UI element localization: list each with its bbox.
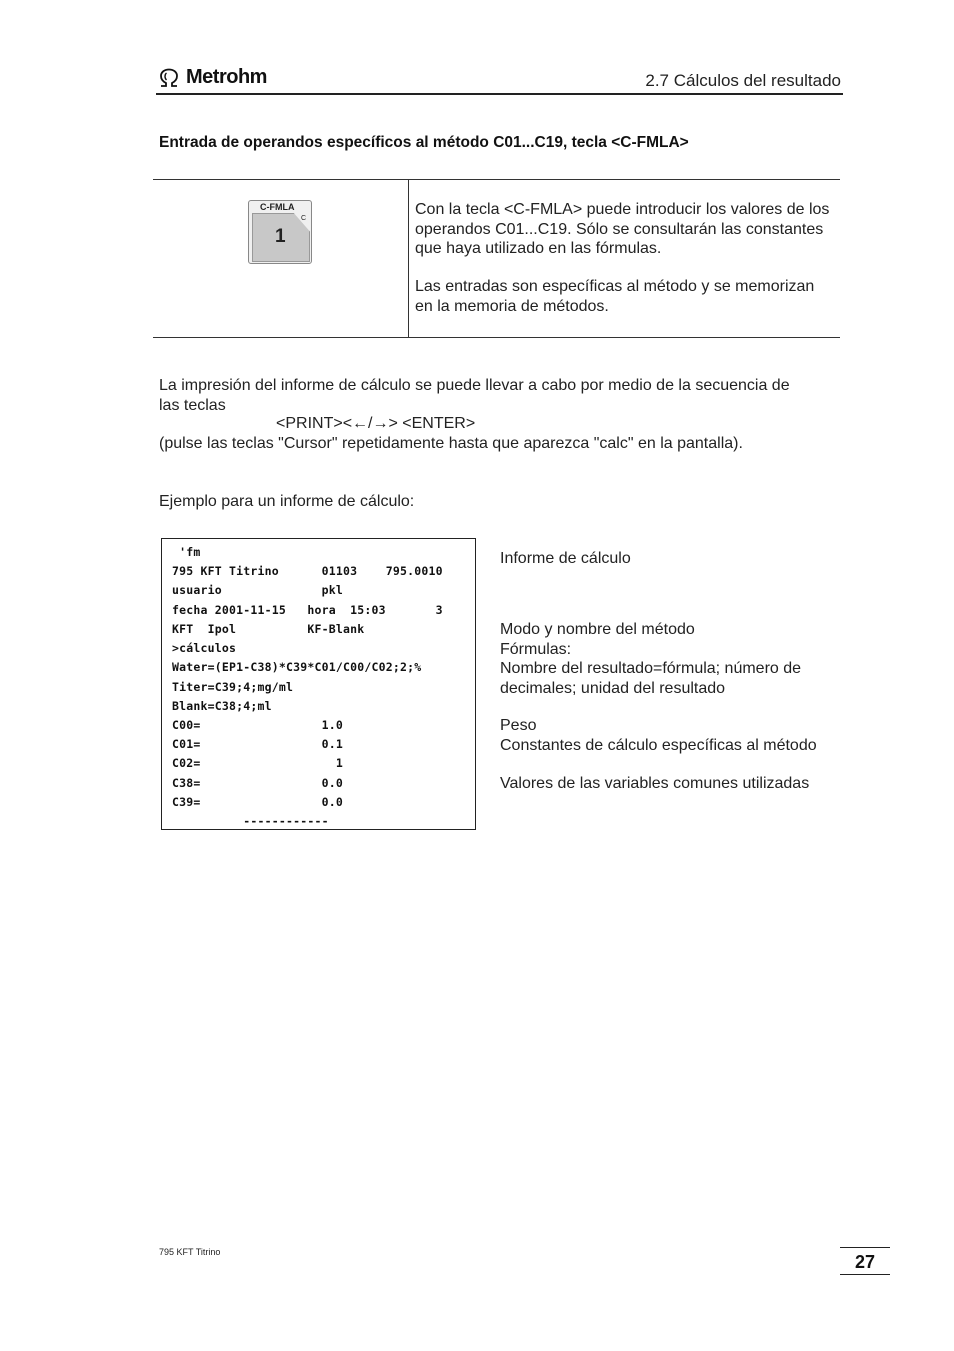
key-description-1: Con la tecla <C-FMLA> puede introducir los valores de los operandos C01...C19. Sólo se consultarán las constantes que haya utilizado en las fórmulas. (415, 201, 830, 257)
footer-product: 795 KFT Titrino (159, 1247, 221, 1257)
key-description-2: Las entradas son específicas al método y se memorizan en la memoria de métodos. (415, 278, 815, 315)
page-number-box (840, 1247, 890, 1275)
printout-line: Blank=C38;4;ml (172, 699, 272, 713)
logo-text: Metrohm (186, 66, 267, 88)
printout-line: 795 KFT Titrino 01103 795.0010 (172, 564, 443, 578)
key-sequence: <PRINT><←/→> <ENTER> (276, 415, 476, 432)
printout-line: fecha 2001-11-15 hora 15:03 3 (172, 603, 443, 617)
c-fmla-key-icon (248, 200, 312, 264)
printout-line: ------------ (172, 814, 329, 828)
section-title: 2.7 Cálculos del resultado (645, 71, 841, 90)
header-divider (156, 93, 843, 95)
body-line-1: La impresión del informe de cálculo se puede llevar a cabo por medio de la secuencia de (159, 377, 790, 394)
page-heading: Entrada de operandos específicos al método C01...C19, tecla <C-FMLA> (159, 134, 689, 151)
page-number: 27 (854, 1252, 876, 1272)
printout-line: Water=(EP1-C38)*C39*C01/C00/C02;2;% (172, 660, 422, 674)
key-number: 1 (275, 226, 286, 247)
table-top-border (153, 179, 840, 180)
note-variables: Valores de las variables comunes utilizadas (500, 775, 810, 792)
note-weight: Peso (500, 717, 537, 734)
omega-icon (158, 68, 180, 88)
note-formulas-label: Fórmulas: (500, 641, 572, 658)
key-top-label: C-FMLA (260, 202, 295, 212)
printout-line: C02= 1 (172, 756, 343, 770)
printout-line: KFT Ipol KF-Blank (172, 622, 365, 636)
note-report: Informe de cálculo (500, 550, 631, 567)
printout-line: C39= 0.0 (172, 795, 343, 809)
metrohm-logo (158, 66, 267, 89)
printout-line: >cálculos (172, 641, 237, 655)
key-corner-label: C (301, 215, 307, 222)
note-constants: Constantes de cálculo específicas al método (500, 737, 817, 754)
body-line-2: las teclas (159, 397, 226, 414)
printout-line: Titer=C39;4;mg/ml (172, 680, 294, 694)
table-column-divider (408, 179, 409, 338)
printout-line: usuario pkl (172, 583, 343, 597)
body-line-3: (pulse las teclas "Cursor" repetidamente hasta que aparezca "calc" en la pantalla). (159, 435, 743, 452)
table-bottom-border (153, 337, 840, 338)
printout-line: C01= 0.1 (172, 737, 343, 751)
printout-line: C38= 0.0 (172, 776, 343, 790)
example-intro: Ejemplo para un informe de cálculo: (159, 493, 415, 510)
printout-line: C00= 1.0 (172, 718, 343, 732)
note-formulas-desc: Nombre del resultado=fórmula; número de decimales; unidad del resultado (500, 660, 802, 697)
calculation-report-printout (161, 538, 476, 830)
printout-line: 'fm (172, 545, 201, 559)
note-mode: Modo y nombre del método (500, 621, 695, 638)
